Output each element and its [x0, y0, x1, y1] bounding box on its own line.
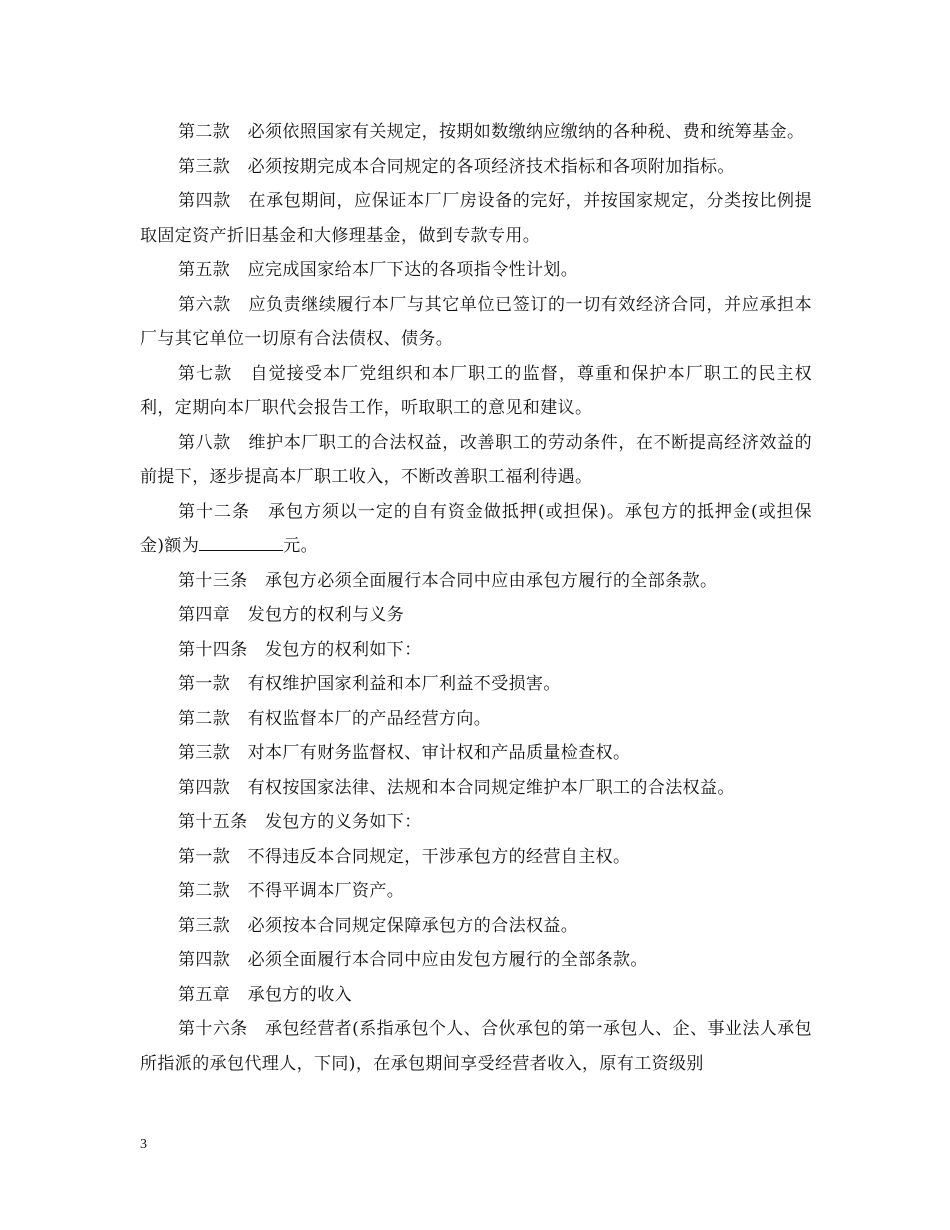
paragraph: 第一款 有权维护国家利益和本厂利益不受损害。 — [178, 674, 561, 694]
deposit-amount-blank — [199, 534, 283, 551]
paragraph: 第十四条 发包方的权利如下： — [178, 639, 422, 660]
deposit-clause-unit: 元。 — [283, 536, 319, 556]
paragraph: 第一款 不得违反本合同规定，干涉承包方的经营自主权。 — [178, 846, 631, 867]
paragraph: 第五款 应完成国家给本厂下达的各项指令性计划。 — [178, 260, 579, 280]
paragraph: 第十五条 发包方的义务如下： — [178, 812, 422, 832]
paragraph: 第六款 应负责继续履行本厂与其它单位已签订的一切有效经济合同，并应承担本厂与其它单位一切原有合法债权、债务。 — [140, 294, 812, 349]
paragraph: 第三款 必须按本合同规定保障承包方的合法权益。 — [178, 915, 579, 936]
paragraph: 第十六条 承包经营者(系指承包个人、合伙承包的第一承包人、企、事业法人承包所指派的承包代理人，下同)，在承包期间享受经营者收入，原有工资级别 — [140, 1019, 812, 1074]
paragraph: 第二款 有权监督本厂的产品经营方向。 — [178, 708, 492, 729]
paragraph: 第三款 对本厂有财务监督权、审计权和产品质量检查权。 — [178, 743, 631, 763]
paragraph: 第四款 在承包期间，应保证本厂厂房设备的完好，并按国家规定，分类按比例提取固定资产折旧基金和大修理基金，做到专款专用。 — [140, 191, 812, 246]
paragraph: 第四款 必须全面履行本合同中应由发包方履行的全部条款。 — [178, 950, 648, 970]
paragraph: 第二款 不得平调本厂资产。 — [178, 881, 405, 901]
paragraph: 第二款 必须依照国家有关规定，按期如数缴纳应缴纳的各种税、费和统筹基金。 — [178, 122, 805, 142]
paragraph: 第七款 自觉接受本厂党组织和本厂职工的监督，尊重和保护本厂职工的民主权利，定期向本厂职代会报告工作，听取职工的意见和建议。 — [140, 363, 812, 418]
paragraph: 第八款 维护本厂职工的合法权益，改善职工的劳动条件，在不断提高经济效益的前提下，逐步提高本厂职工收入，不断改善职工福利待遇。 — [140, 432, 812, 487]
chapter-heading: 第四章 发包方的权利与义务 — [178, 605, 405, 625]
deposit-clause-text: 第十二条 承包方须以一定的自有资金做抵押(或担保)。承包方的抵押金(或担保金)额为 — [140, 501, 812, 556]
paragraph: 第三款 必须按期完成本合同规定的各项经济技术指标和各项附加指标。 — [178, 156, 735, 177]
deposit-clause-paragraph — [140, 495, 812, 564]
paragraph: 第十三条 承包方必须全面履行本合同中应由承包方履行的全部条款。 — [178, 570, 718, 591]
chapter-heading: 第五章 承包方的收入 — [178, 984, 352, 1005]
page-number: 3 — [140, 1137, 147, 1152]
document-body — [140, 115, 812, 1081]
paragraph: 第四款 有权按国家法律、法规和本合同规定维护本厂职工的合法权益。 — [178, 777, 735, 798]
